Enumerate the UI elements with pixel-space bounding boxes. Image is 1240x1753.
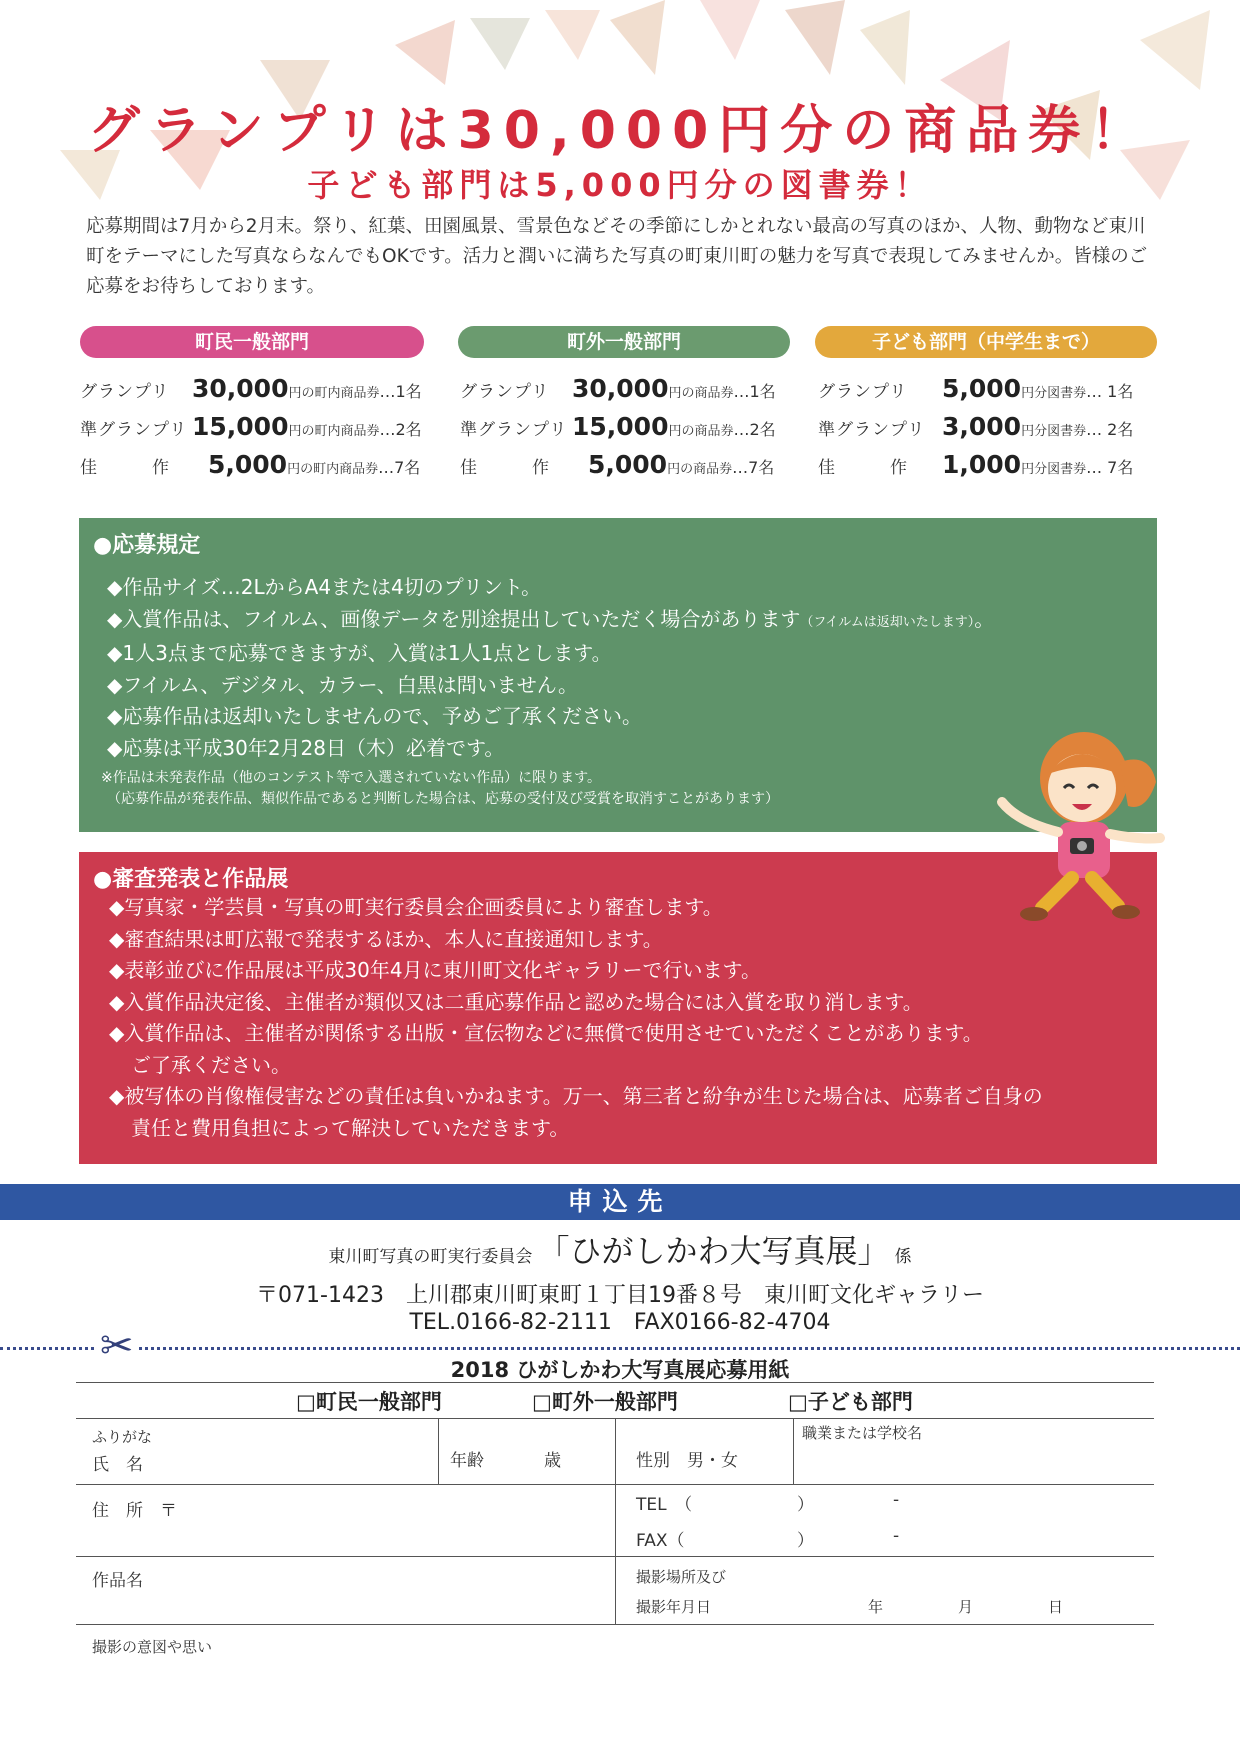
prize-amount: 30,000 <box>572 374 669 403</box>
day-label: 日 <box>1048 1598 1064 1616</box>
prize-amount: 5,000 <box>208 450 288 479</box>
rule-item: ◆応募作品は返却いたしませんので、予めご了承ください。 <box>107 704 642 728</box>
fax-dash: - <box>893 1526 900 1546</box>
prize-unit: 円の町内商品券 <box>288 424 380 439</box>
prize-amount: 3,000 <box>942 412 1022 441</box>
prize-amount: 1,000 <box>942 450 1022 479</box>
rule-item-end: 。 <box>974 606 995 631</box>
month-label: 月 <box>958 1598 974 1616</box>
prize-label: 準グランプリ <box>818 420 926 440</box>
location-label: 撮影場所及び <box>636 1568 727 1586</box>
rules-notes <box>101 768 779 810</box>
prize-amount: 15,000 <box>192 412 289 441</box>
furigana-label: ふりがな <box>92 1428 153 1446</box>
intro-text: 応募期間は7月から2月末。祭り、紅葉、田園風景、雪景色などその季節にしかとれない最高の写真のほか、人物、動物など東川町をテーマにした写真ならなんでもOKです。活力と潤いに満ちた写真の町東川町の魅力を写真で表現してみませんか。皆様のご応募をお待ちしております。 <box>86 216 1148 297</box>
prize-row <box>818 450 1133 482</box>
prize-unit: 円の町内商品券 <box>287 462 379 477</box>
application-org: 東川町写真の町実行委員会 <box>328 1247 533 1267</box>
rule-note: （応募作品が発表作品、類似作品であると判断した場合は、応募の受付及び受賞を取消すことがあります） <box>107 791 779 807</box>
prize-label: 準グランプリ <box>80 420 188 440</box>
judging-item: ご了承ください。 <box>131 1052 291 1077</box>
judging-item: ◆入賞作品決定後、主催者が類似又は二重応募作品と認めた場合には入賞を取り消します。 <box>109 989 923 1014</box>
prize-amount: 5,000 <box>942 374 1022 403</box>
application-phone: TEL.0166-82-2111 FAX0166-82-4704 <box>409 1310 831 1335</box>
prize-row <box>460 412 776 444</box>
rule-item: ◆フイルム、デジタル、カラー、白黒は問いません。 <box>107 672 578 697</box>
judging-title: ●審査発表と作品展 <box>93 867 289 892</box>
fax-paren: ） <box>797 1531 814 1551</box>
prize-label: グランプリ <box>460 382 550 402</box>
judging-item: ◆審査結果は町広報で発表するほか、本人に直接通知します。 <box>109 926 663 951</box>
age-unit-label: 歳 <box>544 1451 561 1471</box>
prize-count: …1名 <box>379 382 422 401</box>
name-label: 氏 名 <box>92 1455 143 1475</box>
rule-item: ◆応募は平成30年2月28日（木）必着です。 <box>107 735 505 760</box>
category-pill-nonresident: 町外一般部門 <box>458 326 790 358</box>
work-title-label: 作品名 <box>92 1571 143 1591</box>
intent-label: 撮影の意図や思い <box>92 1638 213 1656</box>
prize-unit: 円分図書券 <box>1021 386 1087 401</box>
tel-paren: ） <box>797 1495 814 1515</box>
prize-label: 佳 作 <box>818 458 908 478</box>
prize-unit: 円の商品券 <box>667 462 733 477</box>
prize-row <box>818 412 1133 444</box>
headline-main: グランプリは30,000円分の商品券！ <box>87 101 1153 161</box>
judging-item: ◆入賞作品は、主催者が関係する出版・宣伝物などに無償で使用させていただくことがあります。 <box>109 1021 983 1045</box>
prize-label: 佳 作 <box>80 458 170 478</box>
judging-item: ◆被写体の肖像権侵害などの責任は負いかねます。万一、第三者と紛争が生じた場合は、応募者ご自身の <box>109 1084 1043 1108</box>
prize-row <box>818 374 1133 406</box>
address-label: 住 所 〒 <box>92 1501 177 1521</box>
cut-line <box>0 1347 1240 1350</box>
prize-row <box>80 412 422 444</box>
form-title: 2018 ひがしかわ大写真展応募用紙 <box>450 1358 790 1382</box>
rule-item <box>107 604 994 639</box>
checkbox-resident[interactable]: □町民一般部門 <box>296 1390 442 1414</box>
prize-unit: 円の商品券 <box>668 386 734 401</box>
rule-item: ◆1人3点まで応募できますが、入賞は1人1点とします。 <box>107 641 612 665</box>
fax-label: FAX（ <box>636 1531 685 1551</box>
rule-note: ※作品は未発表作品（他のコンテスト等で入選されていない作品）に限ります。 <box>101 770 602 786</box>
prize-count: …7名 <box>378 458 421 477</box>
rules-title: ●応募規定 <box>93 533 201 558</box>
judging-item: ◆表彰並びに作品展は平成30年4月に東川町文化ギャラリーで行います。 <box>109 958 761 982</box>
prize-count: …2名 <box>379 420 422 439</box>
year-label: 年 <box>868 1598 884 1616</box>
application-event: 「ひがしかわ大写真展」 <box>537 1232 890 1270</box>
application-suffix: 係 <box>894 1247 912 1267</box>
prize-unit: 円の町内商品券 <box>288 386 380 401</box>
judging-item: ◆写真家・学芸員・写真の町実行委員会企画委員により審査します。 <box>109 895 723 919</box>
prize-unit: 円分図書券 <box>1021 424 1087 439</box>
prize-count: …2名 <box>733 420 776 439</box>
gender-label: 性別 男・女 <box>636 1451 738 1471</box>
rule-item-note: （フイルムは返却いたします） <box>800 614 975 630</box>
prize-amount: 5,000 <box>588 450 668 479</box>
rule-item-text: ◆入賞作品は、フイルム、画像データを別途提出していただく場合があります <box>107 606 801 631</box>
application-address: 〒071-1423 上川郡東川町東町１丁目19番８号 東川町文化ギャラリー <box>256 1283 984 1308</box>
prize-count: …7名 <box>732 458 775 477</box>
girl-illustration <box>992 722 1182 932</box>
prize-label: グランプリ <box>818 382 908 402</box>
prize-row <box>460 374 776 406</box>
judging-item: 責任と費用負担によって解決していただきます。 <box>131 1115 570 1140</box>
category-pill-resident: 町民一般部門 <box>80 326 424 358</box>
prize-label: 佳 作 <box>460 458 550 478</box>
date-label: 撮影年月日 <box>636 1598 712 1616</box>
prize-label: 準グランプリ <box>460 420 568 440</box>
rule-item: ◆作品サイズ…2LからA4または4切のプリント。 <box>107 575 542 599</box>
rules-list <box>107 572 994 764</box>
prize-count: … 7名 <box>1086 458 1134 477</box>
application-header: 申込先 <box>0 1184 1240 1220</box>
tel-label: TEL （ <box>636 1495 693 1515</box>
judging-list <box>109 892 1043 1144</box>
prize-row <box>460 450 774 482</box>
prize-row <box>80 374 422 406</box>
prize-amount: 15,000 <box>572 412 669 441</box>
headline-sub: 子ども部門は5,000円分の図書券！ <box>307 166 933 204</box>
prize-count: … 1名 <box>1086 382 1134 401</box>
prize-count: … 2名 <box>1086 420 1134 439</box>
application-organizer <box>0 1226 1240 1272</box>
prize-label: グランプリ <box>80 382 170 402</box>
prize-row <box>80 450 420 482</box>
checkbox-children[interactable]: □子ども部門 <box>788 1390 913 1414</box>
checkbox-nonresident[interactable]: □町外一般部門 <box>532 1390 678 1414</box>
age-label: 年齢 <box>450 1451 484 1471</box>
prize-unit: 円の商品券 <box>668 424 734 439</box>
prize-count: …1名 <box>733 382 776 401</box>
prize-unit: 円分図書券 <box>1021 462 1087 477</box>
category-pill-children: 子ども部門（中学生まで） <box>815 326 1157 358</box>
prize-amount: 30,000 <box>192 374 289 403</box>
tel-dash: - <box>893 1490 900 1510</box>
scissors-icon: ✂ <box>96 1326 138 1366</box>
occupation-label: 職業または学校名 <box>802 1424 923 1442</box>
